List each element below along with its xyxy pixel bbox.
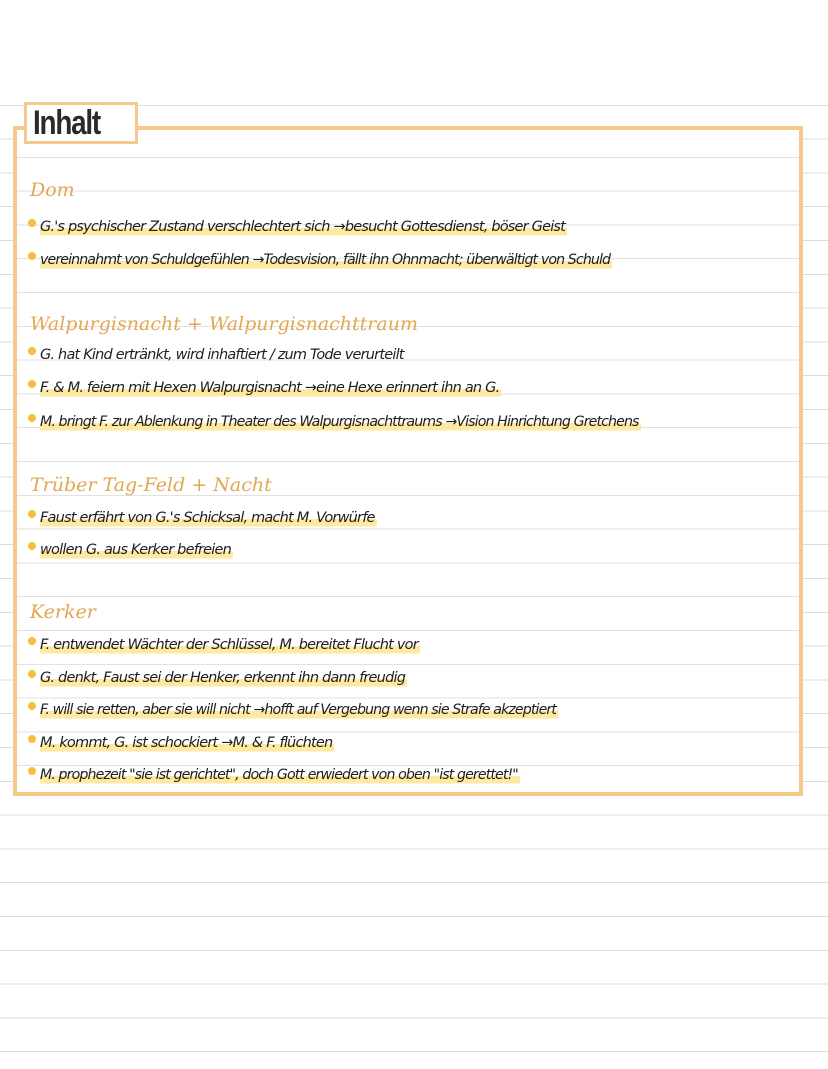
list-item xyxy=(28,214,567,240)
bullet-dot-icon xyxy=(28,347,36,355)
bullet-dot-icon xyxy=(28,637,36,645)
list-item xyxy=(28,730,334,756)
page-top-margin xyxy=(0,0,828,104)
bullet-text: G. denkt, Faust sei der Henker, erkennt ihn dann freudig xyxy=(40,670,406,686)
bullet-dot-icon xyxy=(28,219,36,227)
page-title: Inhalt xyxy=(33,104,100,142)
bullet-dot-icon xyxy=(28,735,36,743)
list-item xyxy=(28,505,377,531)
title-box xyxy=(24,102,138,144)
bullet-dot-icon xyxy=(28,702,36,710)
bullet-text: wollen G. aus Kerker befreien xyxy=(40,542,232,558)
list-item xyxy=(28,762,520,788)
list-item xyxy=(28,632,420,658)
bullet-text: M. kommt, G. ist schockiert →M. & F. flüchten xyxy=(40,735,333,751)
bullet-text: F. will sie retten, aber sie will nicht →hofft auf Vergebung wenn sie Strafe akzeptiert xyxy=(40,702,557,718)
bullet-text: vereinnahmt von Schuldgefühlen →Todesvision, fällt ihn Ohnmacht; überwältigt von Schuld xyxy=(40,252,611,268)
bullet-dot-icon xyxy=(28,414,36,422)
list-item xyxy=(28,247,612,273)
list-item xyxy=(28,665,407,691)
list-item xyxy=(28,697,558,723)
bullet-dot-icon xyxy=(28,767,36,775)
bullet-dot-icon xyxy=(28,252,36,260)
bullet-dot-icon xyxy=(28,670,36,678)
section-heading-walpurgisnacht: Walpurgisnacht + Walpurgisnachttraum xyxy=(30,313,418,335)
bullet-dot-icon xyxy=(28,542,36,550)
bullet-text: M. bringt F. zur Ablenkung in Theater des Walpurgisnachttraums →Vision Hinrichtung Gretchens xyxy=(40,414,639,430)
section-heading-trueber-tag: Trüber Tag-Feld + Nacht xyxy=(30,474,272,496)
section-heading-dom: Dom xyxy=(30,179,75,201)
bullet-text: G. hat Kind ertränkt, wird inhaftiert / zum Tode verurteilt xyxy=(40,347,404,363)
bullet-text: Faust erfährt von G.'s Schicksal, macht M. Vorwürfe xyxy=(40,510,375,526)
bullet-text: M. prophezeit "sie ist gerichtet", doch Gott erwiedert von oben "ist gerettet!" xyxy=(40,767,518,783)
list-item xyxy=(28,409,641,435)
bullet-dot-icon xyxy=(28,380,36,388)
list-item xyxy=(28,342,406,368)
bullet-text: G.'s psychischer Zustand verschlechtert sich →besucht Gottesdienst, böser Geist xyxy=(40,219,566,235)
bullet-dot-icon xyxy=(28,510,36,518)
list-item xyxy=(28,375,501,401)
bullet-text: F. & M. feiern mit Hexen Walpurgisnacht →eine Hexe erinnert ihn an G. xyxy=(40,380,500,396)
section-heading-kerker: Kerker xyxy=(30,601,96,623)
list-item xyxy=(28,537,233,563)
bullet-text: F. entwendet Wächter der Schlüssel, M. bereitet Flucht vor xyxy=(40,637,418,653)
